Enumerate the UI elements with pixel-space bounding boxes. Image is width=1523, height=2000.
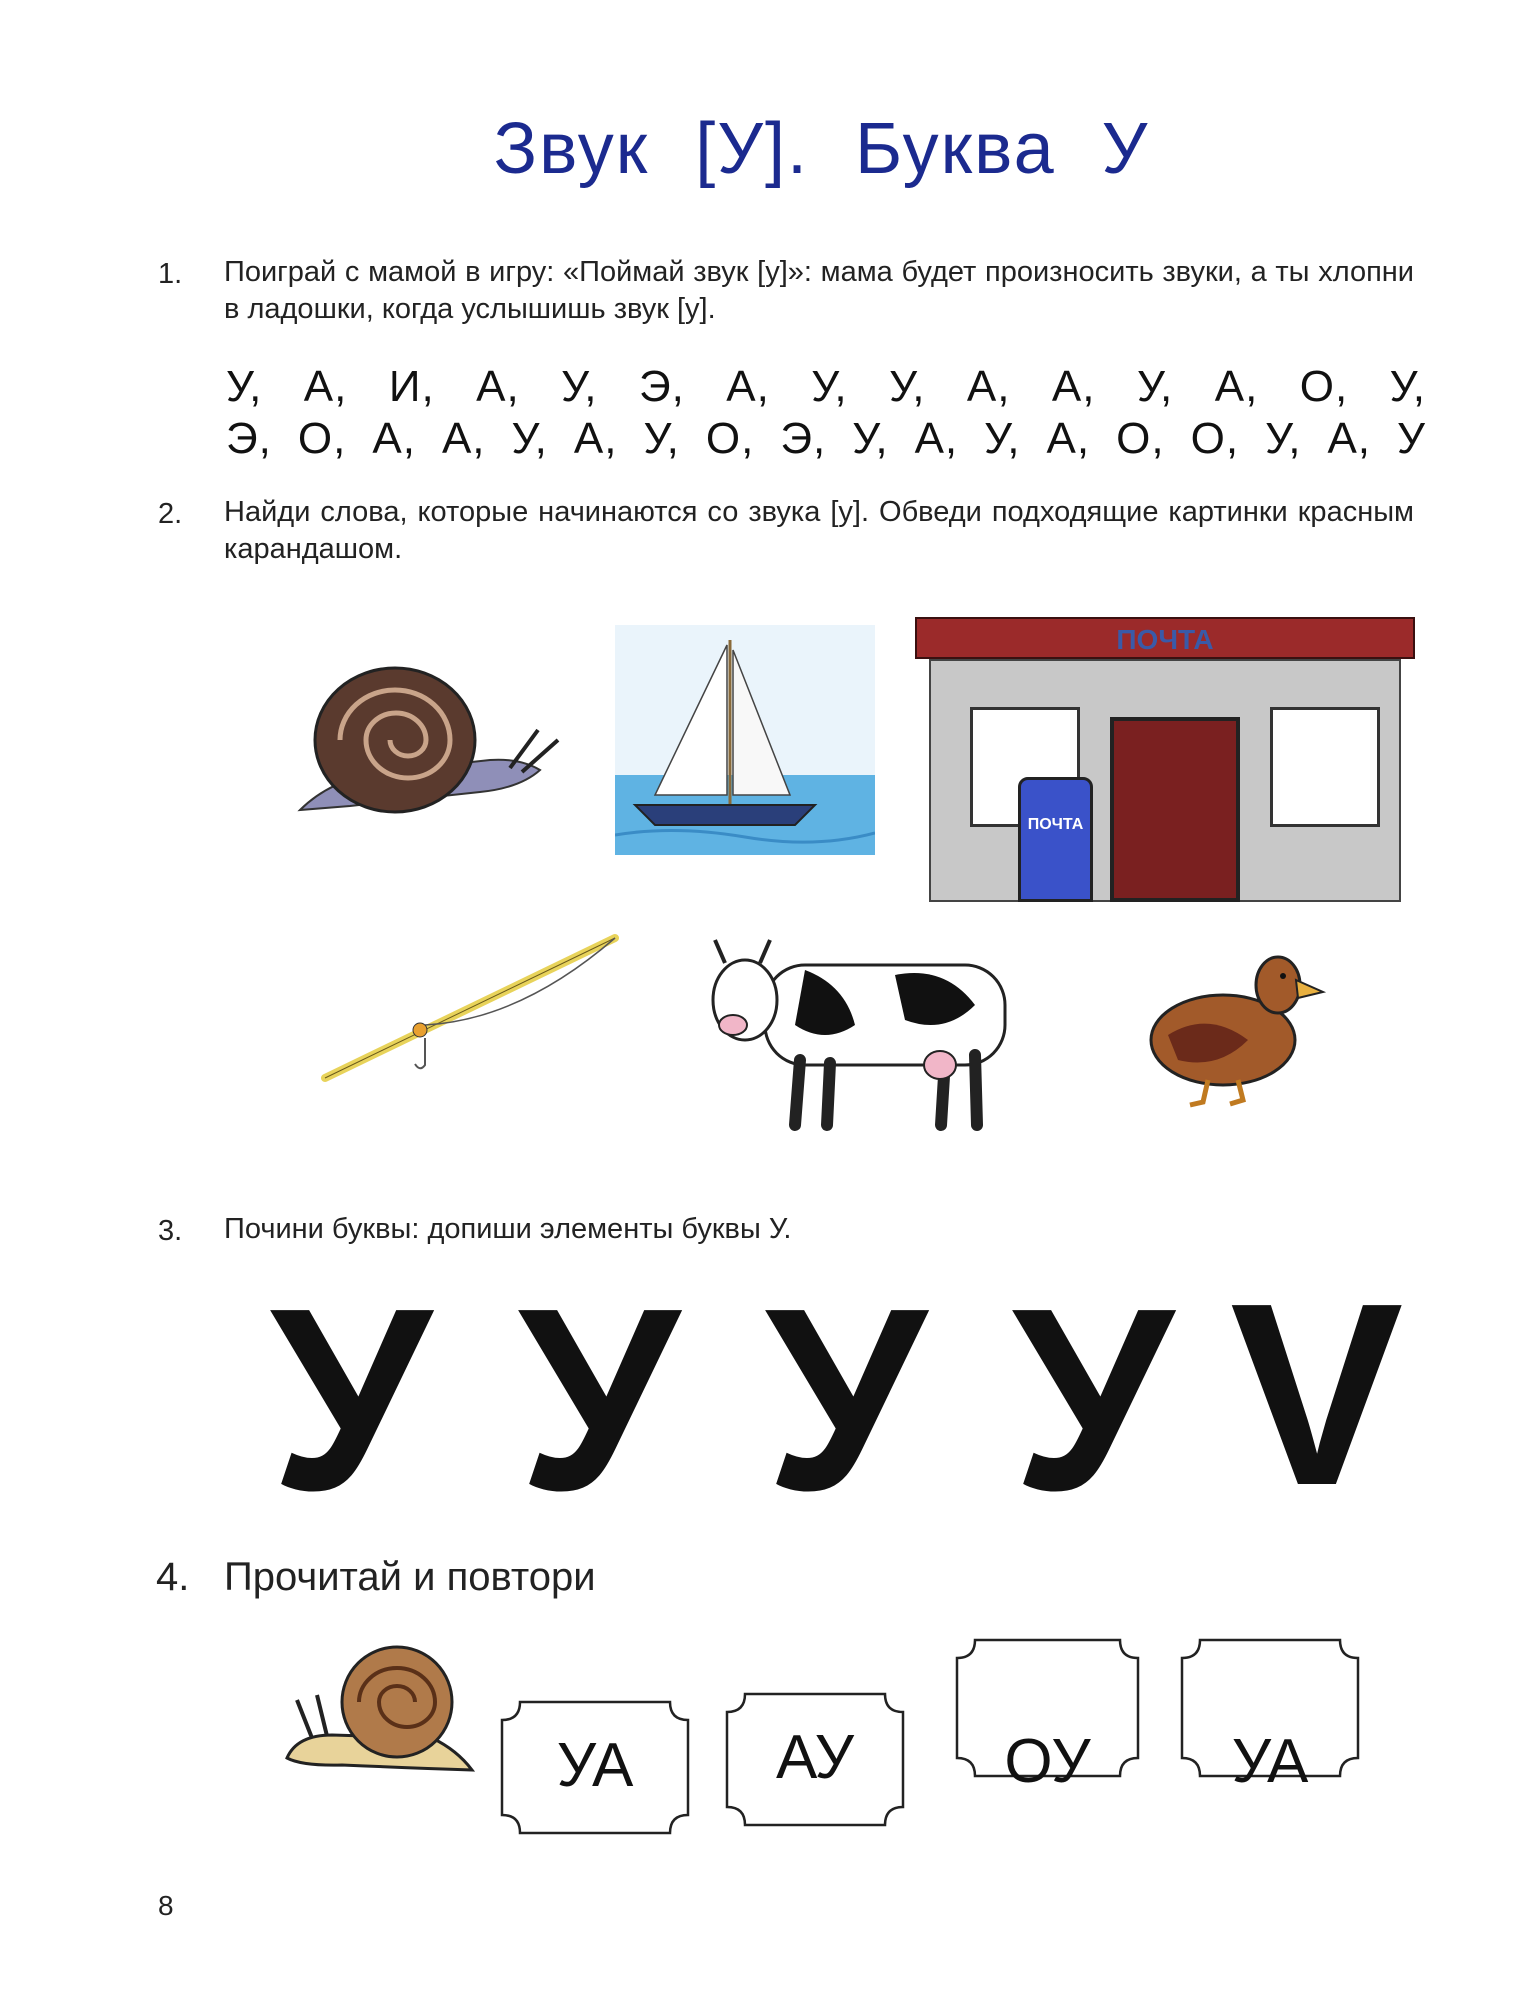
task1-text: Поиграй с мамой в игру: «Поймай звук [у]»: мама будет произносить звуки, а ты хлопни в ладошки, когда услышишь звук [у].: [224, 256, 1414, 325]
syllable-card-4-text: УА: [1231, 1727, 1309, 1796]
snail-illustration: [290, 660, 570, 820]
task4-text: Прочитай и повтори: [224, 1555, 596, 1599]
broken-letter-3: У: [765, 1255, 927, 1545]
syllable-card-2-text: АУ: [775, 1723, 854, 1792]
task1-letters-row-1: У, А, И, А, У, Э, А, У, У, А, А, У, А, О, У,: [226, 362, 1426, 411]
fishing-rod-illustration: [320, 930, 620, 1090]
broken-letter-4: У: [1012, 1255, 1174, 1545]
task3-number: 3.: [158, 1215, 183, 1247]
post-office-roof: [915, 617, 1415, 659]
cow-illustration: [705, 925, 1025, 1140]
page-title: Звук [У]. Буква У: [493, 109, 1150, 189]
task2-text: Найди слова, которые начинаются со звука [у]. Обведи подходящие картинки красным карандашом.: [224, 496, 1414, 565]
broken-letter-5: V: [1230, 1250, 1404, 1540]
post-office-door: [1110, 717, 1240, 902]
post-office-sign: ПОЧТА: [1116, 624, 1214, 655]
duck-illustration: [1138, 940, 1328, 1110]
task4-number: 4.: [156, 1555, 190, 1599]
syllable-card-1: [500, 1700, 690, 1835]
page-number: 8: [158, 1890, 174, 1921]
small-snail-illustration: [282, 1640, 477, 1780]
broken-letter-1: У: [270, 1255, 432, 1545]
task2-number: 2.: [158, 498, 183, 530]
mailbox: [1018, 777, 1093, 902]
post-office-window-right: [1270, 707, 1380, 827]
syllable-card-3-text: ОУ: [1004, 1727, 1091, 1796]
task1-letters-row-2: Э, О, А, А, У, А, У, О, Э, У, А, У, А, О, О, У, А, У: [226, 414, 1426, 463]
syllable-card-1-text: УА: [556, 1731, 634, 1800]
syllable-card-2: [725, 1692, 905, 1827]
syllable-card-4: [1180, 1638, 1360, 1796]
task3-text: Почини буквы: допиши элементы буквы У.: [224, 1213, 792, 1245]
sailboat-illustration: [615, 625, 875, 855]
mailbox-sign: ПОЧТА: [1027, 816, 1084, 833]
post-office-illustration: [915, 617, 1415, 902]
broken-letter-2: У: [518, 1255, 680, 1545]
syllable-card-3: [955, 1638, 1140, 1796]
task1-number: 1.: [158, 258, 183, 290]
